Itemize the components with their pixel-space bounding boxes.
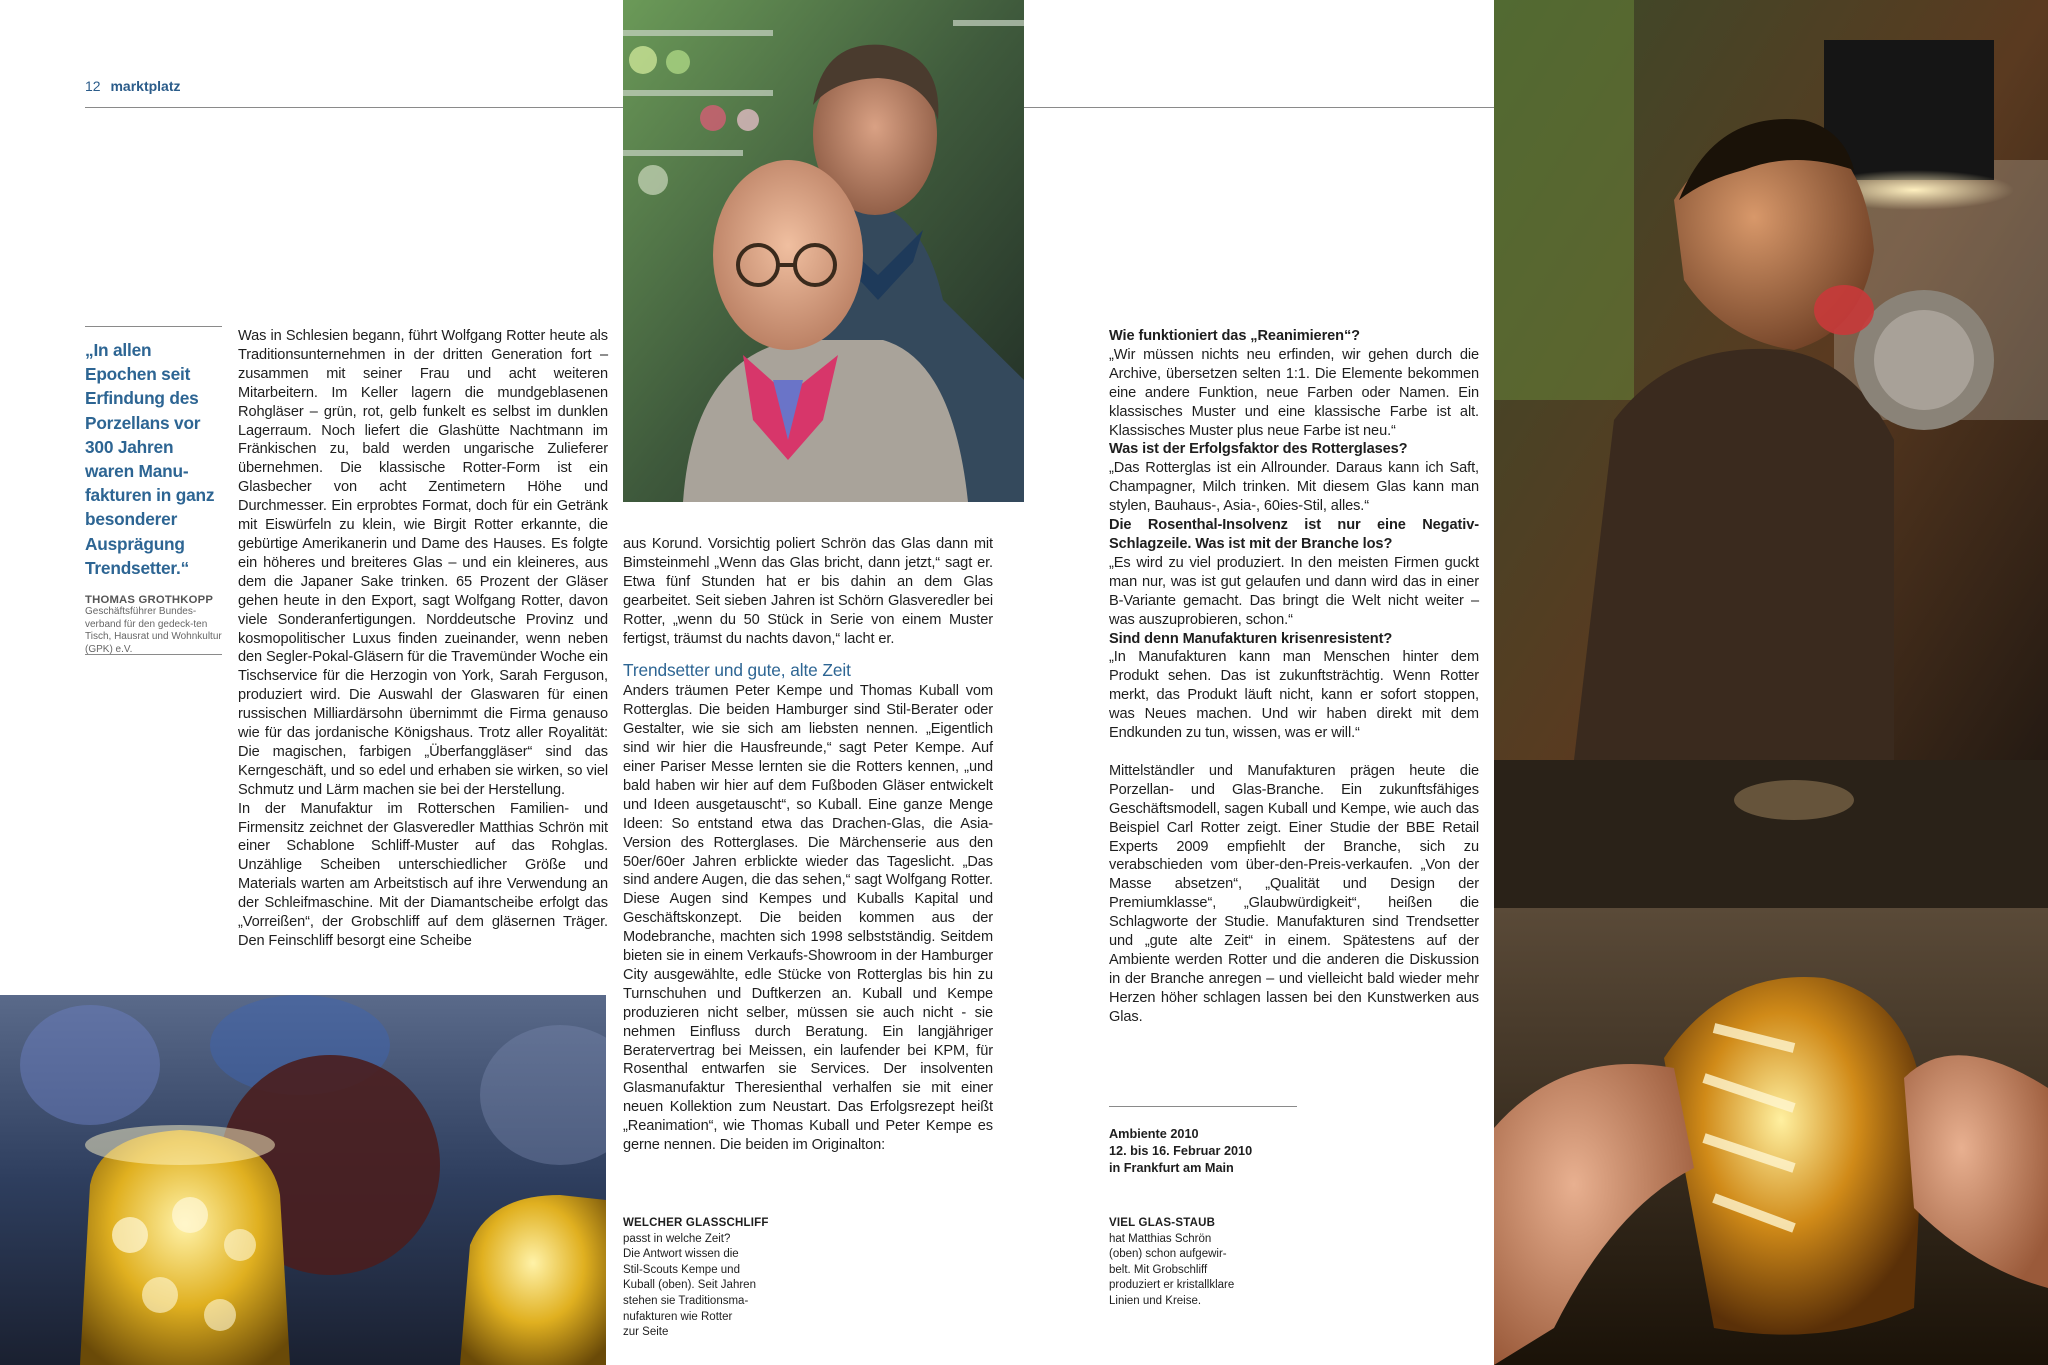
article-column-1 — [238, 327, 608, 951]
quote-author-role: Geschäftsführer Bundes-verband für den gedeck-ten Tisch, Hausrat und Wohnkultur (GPK) e.V. — [85, 606, 222, 655]
caption-line: (oben) schon aufgewir- — [1109, 1248, 1227, 1261]
caption-line: Linien und Kreise. — [1109, 1294, 1202, 1307]
section-subheading: Trendsetter und gute, alte Zeit — [623, 660, 851, 681]
caption-line: passt in welche Zeit? — [623, 1232, 731, 1245]
hands-glass-photo — [1494, 908, 2048, 1365]
caption-title: WELCHER GLASSCHLIFF — [623, 1217, 769, 1229]
caption-line: nufakturen wie Rotter — [623, 1310, 733, 1323]
interview-answer: „Wir müssen nichts neu erfinden, wir gehen durch die Archive, übersetzen selten 1:1. Die Elemente bekommen eine andere Funktion, neue Farben oder Namen. Ein klassisches Muster und eine klassische Farbe ist alt. Klassisches Muster plus neue Farbe ist neu.“ — [1109, 346, 1479, 439]
event-name: Ambiente 2010 — [1109, 1127, 1199, 1141]
caption-left — [623, 1216, 783, 1341]
interview-question: Die Rosenthal-Insolvenz ist nur eine Negativ-Schlagzeile. Was ist mit der Branche los? — [1109, 517, 1479, 552]
caption-line: hat Matthias Schrön — [1109, 1232, 1212, 1245]
caption-line: zur Seite — [623, 1326, 669, 1339]
caption-line: belt. Mit Grobschliff — [1109, 1263, 1208, 1276]
caption-line: Die Antwort wissen die — [623, 1248, 739, 1261]
glassware-photo — [0, 995, 606, 1365]
interview-answer: „Das Rotterglas ist ein Allrounder. Daraus kann ich Saft, Champagner, Milch trinken. Mit diesem Glas kann man stylen, Bauhaus-, Asia-, 60ies-Stil, alles.“ — [1109, 460, 1479, 515]
interview-question: Wie funktioniert das „Reanimieren“? — [1109, 328, 1360, 344]
event-rule — [1109, 1106, 1297, 1107]
column1-paragraph: Was in Schlesien begann, führt Wolfgang Rotter heute als Traditionsunternehmen in der dritten Generation fort – zusammen mit seiner Frau und acht weiteren Mitarbeitern. Im Keller lagern die mundgeblasenen Rohgläser – grün, rot, gelb funkelt es selbst im dunklen Lagerraum. Noch liefert die Glashütte Nachtmann im Fränkischen zu, bald werden ungarische Zulieferer übernehmen. Die klassische Rotter-Form ist ein Glasbecher von acht Zentimetern Höhe und Durchmesser. Ein erprobtes Format, doch für ein Getränk mit Eiswürfeln zu klein, wie Birgit Rotter erkannte, die gebürtige Amerikanerin und Dame des Hauses. Es folgte ein höheres und breiteres Glas – und ein kleineres, aus dem die Japaner Sake trinken. 65 Prozent der Gläser gehen heute in den Export, sagt Wolfgang Rotter, davon viele Sonderanfertigungen. Norddeutsche Provinz und kosmopolitischer Luxus finden zueinander, wenn neben den Segler-Pokal-Gläsern für die Travemünder Woche ein Tischservice für die Herzogin von York, Sarah Ferguson, produziert wird. Die Auswahl der Glaswaren für einen russischen Milliardärsohn übernimmt die Firma genauso wie für das jordanische Königshaus. Trotz aller Royalität: Die magischen, farbigen „Überfanggläser“ sind das Kerngeschäft, und so edel und erhaben sie wirken, so viel Schmutz und Lärm machen sie bei der Herstellung. — [238, 328, 608, 798]
glass-cutter-photo — [1494, 0, 2048, 908]
caption-line: stehen sie Traditionsma- — [623, 1294, 749, 1307]
column2-paragraph: Anders träumen Peter Kempe und Thomas Kuball vom Rotterglas. Die beiden Hamburger sind Stil-Berater oder Gestalter, wie sie sich am liebsten nennen. „Eigentlich sind wir hier die Hausfreunde,“ sagt Peter Kempe. Auf einer Pariser Messe lernten sie die Rotters kennen, „und bald haben wir hier auf dem Fußboden Gläser entwickelt und Ideen ausgetauscht“, so Kuball. Eine ganze Menge Ideen: So entstand etwa das Drachen-Glas, die Asia-Version des Rotterglases. Die Märchenserie aus den 50er/60er Jahren erblickte wieder das Tageslicht. „Das sind andere Augen, die das sehen,“ sagt Wolfgang Rotter. Diese Augen sind Kempes und Kuballs Kapital und Geschäftskonzept. Die beiden kommen aus der Modebranche, machten sich 1998 selbstständig. Seitdem bieten sie in einem Verkaufs-Showroom in der Hamburger City ausgewählte, edle Stücke von Rotterglas bis hin zu Turnschuhen und Duftkerzen an. Kuball und Kempe produzieren nicht selber, müssen sie auch nicht - sie nehmen Einfluss durch Beratung. Ein langjähriger Beratervertrag bei Meissen, ein laufender bei KPM, für Rosenthal entwarfen sie Services. Der insolventen Glasmanufaktur Theresienthal verhalfen sie mit einer neuen Kollektion zum Neustart. Das Erfolgsrezept heißt „Reanimation“, wie Thomas Kuball und Peter Kempe es gerne nennen. Die beiden im Originalton: — [623, 683, 993, 1154]
page-number: 12 — [85, 78, 101, 94]
event-dates: 12. bis 16. Februar 2010 — [1109, 1143, 1253, 1158]
caption-right — [1109, 1216, 1289, 1310]
quote-rule-top — [85, 326, 222, 327]
portrait-photo — [623, 0, 1024, 502]
interview-column — [1109, 327, 1479, 1027]
section-title: marktplatz — [110, 78, 181, 94]
pull-quote-block — [85, 338, 225, 656]
interview-question: Sind denn Manufakturen krisenresistent? — [1109, 630, 1393, 647]
caption-line: produziert er kristallklare — [1109, 1279, 1235, 1292]
column1-paragraph: In der Manufaktur im Rotterschen Familien- und Firmensitz zeichnet der Glasveredler Matthias Schrön mit einer Schablone Schliff-Muster auf das Rohglas. Unzählige Scheiben unterschiedlicher Größe und Materials warten am Arbeitstisch auf ihre Verwendung an der Schleifmaschine. Mit der Diamantscheibe erfolgt das „Vorreißen“, der Grobschliff auf dem gläsernen Träger. Den Feinschliff besorgt eine Scheibe — [238, 800, 608, 949]
article-column-2 — [623, 535, 993, 1155]
interview-question: Was ist der Erfolgsfaktor des Rotterglases? — [1109, 441, 1408, 458]
page-folio — [85, 78, 181, 94]
event-location: in Frankfurt am Main — [1109, 1160, 1234, 1175]
caption-line: Kuball (oben). Seit Jahren — [623, 1279, 756, 1292]
quote-author: THOMAS GROTHKOPP — [85, 594, 214, 607]
interview-answer: „Es wird zu viel produziert. In den meisten Firmen guckt man nur, was ist gut gelaufen und dann wird das in einer B-Variante gemacht. Das bringt die Welt nicht weiter – was auszuprobieren, schon.“ — [1109, 554, 1479, 628]
header-rule-left — [85, 107, 623, 108]
column2-paragraph: aus Korund. Vorsichtig poliert Schrön das Glas dann mit Bimsteinmehl „Wenn das Glas bricht, dann jetzt,“ sagt er. Etwa fünf Stunden hat er bis dahin an dem Glas gearbeitet. Seit sieben Jahren ist Schörn Glasveredler bei Rotter, „wenn du 50 Stück in Serie von einem Muster fertigst, träumst du nachts davon,“ lacht er. — [623, 536, 993, 647]
interview-answer: „In Manufakturen kann man Menschen hinter dem Produkt sehen. Das ist zukunftsträchtig. Wenn Rotter merkt, das Produkt läuft nicht, kann er sofort stoppen, was Neues machen. Und wir haben direkt mit dem Endkunden zu tun, wissen, was er will.“ — [1109, 649, 1479, 742]
closing-paragraph: Mittelständler und Manufakturen prägen heute die Porzellan- und Glas-Branche. Ein zukunftsfähiges Geschäftsmodell, sagen Kuball und Kempe, wie auch das Beispiel Carl Rotter zeigt. Einer Studie der BBE Retail Experts 2009 empfiehlt der Branche, sich zu verabschieden vom über-den-Preis-verkaufen. „Von der Masse absetzen“, „Qualität und Design der Premiumklasse“, „Glaubwürdigkeit“, heißen die Schlagworte der Studie. Manufakturen sind Trendsetter und „gute alte Zeit“ in einem. Spätestens auf der Ambiente werden Rotter und die anderen die Diskussion in der Branche anregen – und vielleicht bald wieder mehr Herzen höher schlagen lassen bei den Kunstwerken aus Glas. — [1109, 762, 1479, 1025]
event-info — [1109, 1126, 1409, 1177]
header-rule-right — [1024, 107, 1494, 108]
quote-rule-bottom — [85, 654, 222, 655]
pull-quote-text: „In allen Epochen seit Erfindung des Porzellans vor 300 Jahren waren Manu-fakturen in ganz besonderer Ausprägung Trendsetter.“ — [85, 340, 215, 578]
caption-line: Stil-Scouts Kempe und — [623, 1263, 740, 1276]
caption-title: VIEL GLAS-STAUB — [1109, 1217, 1216, 1229]
